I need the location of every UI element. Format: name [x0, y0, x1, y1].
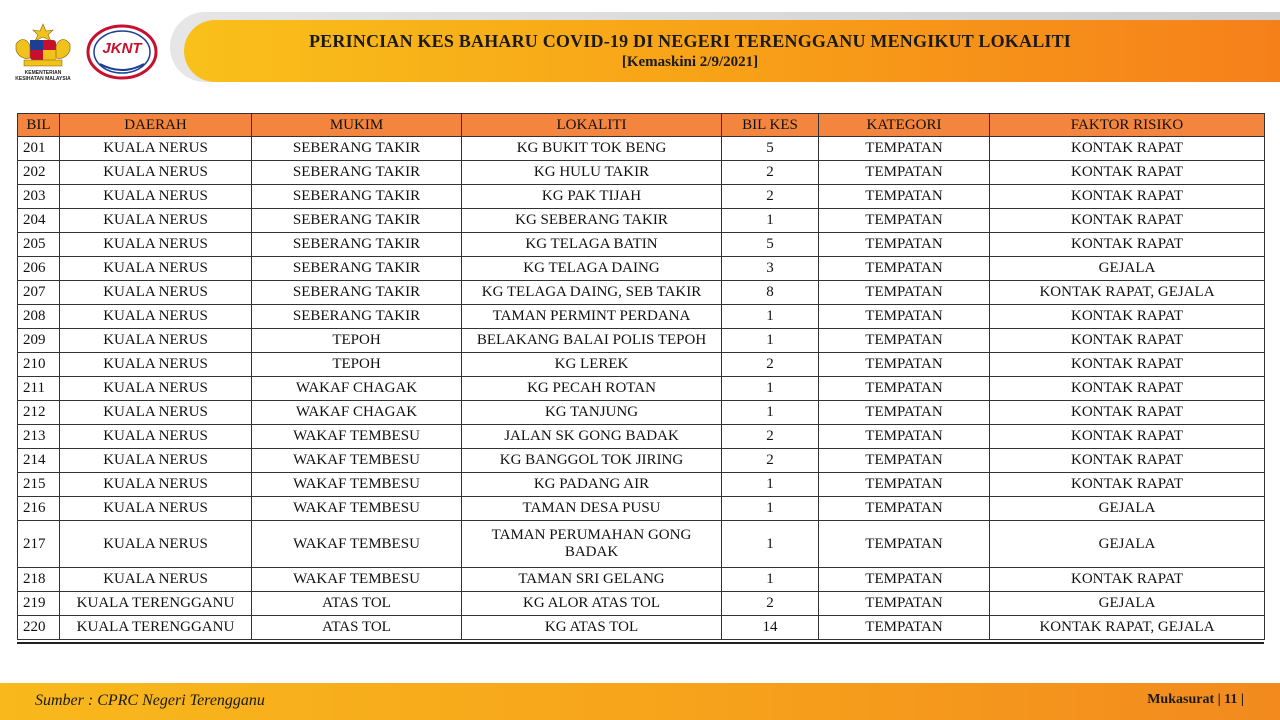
col-lokaliti-cell: KG ATAS TOL [462, 616, 722, 640]
col-daerah-cell: KUALA NERUS [60, 353, 252, 377]
col-mukim-cell: SEBERANG TAKIR [252, 185, 462, 209]
col-faktor-risiko-cell: KONTAK RAPAT [990, 305, 1265, 329]
source-note: Sumber : CPRC Negeri Terengganu [35, 692, 265, 709]
moh-logo [12, 22, 74, 84]
col-bil-kes-cell: 1 [722, 473, 819, 497]
table-row [18, 209, 1265, 233]
col-mukim-cell: WAKAF TEMBESU [252, 425, 462, 449]
coat-of-arms-icon [12, 22, 74, 70]
col-kategori-cell: TEMPATAN [819, 209, 990, 233]
col-daerah-cell: KUALA NERUS [60, 161, 252, 185]
table-row [18, 185, 1265, 209]
col-bil-kes-cell: 5 [722, 233, 819, 257]
col-faktor-risiko-cell: KONTAK RAPAT [990, 329, 1265, 353]
moh-logo-caption: KEMENTERIAN KESIHATAN MALAYSIA [15, 70, 71, 82]
col-faktor-risiko-cell: KONTAK RAPAT [990, 161, 1265, 185]
col-lokaliti-cell: JALAN SK GONG BADAK [462, 425, 722, 449]
table-row [18, 497, 1265, 521]
col-faktor-risiko-cell: KONTAK RAPAT [990, 233, 1265, 257]
col-kategori-cell: TEMPATAN [819, 185, 990, 209]
col-daerah-cell: KUALA NERUS [60, 568, 252, 592]
col-bil-kes-cell: 2 [722, 592, 819, 616]
col-kategori-cell: TEMPATAN [819, 281, 990, 305]
col-bil-cell: 215 [18, 473, 60, 497]
col-kategori-cell: TEMPATAN [819, 401, 990, 425]
col-bil-cell: 203 [18, 185, 60, 209]
col-bil-kes-cell: 1 [722, 329, 819, 353]
col-bil-cell: 210 [18, 353, 60, 377]
col-mukim-cell: ATAS TOL [252, 592, 462, 616]
col-bil-cell: 206 [18, 257, 60, 281]
col-faktor-risiko-cell: KONTAK RAPAT [990, 353, 1265, 377]
col-mukim-cell: SEBERANG TAKIR [252, 305, 462, 329]
col-kategori-cell: TEMPATAN [819, 353, 990, 377]
col-daerah-cell: KUALA NERUS [60, 137, 252, 161]
col-lokaliti-cell: TAMAN DESA PUSU [462, 497, 722, 521]
col-mukim-cell: WAKAF TEMBESU [252, 473, 462, 497]
col-lokaliti-cell: KG BUKIT TOK BENG [462, 137, 722, 161]
col-daerah-cell: KUALA NERUS [60, 497, 252, 521]
col-mukim-cell: TEPOH [252, 353, 462, 377]
col-kategori-cell: TEMPATAN [819, 473, 990, 497]
table-row [18, 329, 1265, 353]
col-lokaliti-header: LOKALITI [462, 114, 722, 137]
col-bil-cell: 211 [18, 377, 60, 401]
col-mukim-cell: SEBERANG TAKIR [252, 209, 462, 233]
col-lokaliti-cell: KG TELAGA DAING [462, 257, 722, 281]
col-mukim-cell: ATAS TOL [252, 616, 462, 640]
col-daerah-cell: KUALA NERUS [60, 185, 252, 209]
col-daerah-cell: KUALA NERUS [60, 281, 252, 305]
col-lokaliti-cell: KG SEBERANG TAKIR [462, 209, 722, 233]
col-kategori-cell: TEMPATAN [819, 329, 990, 353]
col-mukim-cell: TEPOH [252, 329, 462, 353]
col-bil-cell: 202 [18, 161, 60, 185]
col-faktor-risiko-cell: KONTAK RAPAT [990, 377, 1265, 401]
col-bil-kes-cell: 5 [722, 137, 819, 161]
col-mukim-cell: SEBERANG TAKIR [252, 257, 462, 281]
update-date: [Kemaskini 2/9/2021] [621, 54, 759, 70]
col-daerah-cell: KUALA NERUS [60, 305, 252, 329]
table-row [18, 137, 1265, 161]
col-daerah-cell: KUALA TERENGGANU [60, 616, 252, 640]
col-bil-cell: 204 [18, 209, 60, 233]
col-lokaliti-cell: KG TELAGA DAING, SEB TAKIR [462, 281, 722, 305]
col-faktor-risiko-cell: KONTAK RAPAT [990, 137, 1265, 161]
col-faktor-risiko-cell: KONTAK RAPAT [990, 425, 1265, 449]
col-daerah-cell: KUALA NERUS [60, 521, 252, 568]
col-bil-kes-cell: 1 [722, 305, 819, 329]
col-bil-cell: 205 [18, 233, 60, 257]
table-row [18, 616, 1265, 640]
col-kategori-cell: TEMPATAN [819, 425, 990, 449]
col-kategori-cell: TEMPATAN [819, 568, 990, 592]
table-row [18, 377, 1265, 401]
col-daerah-header: DAERAH [60, 114, 252, 137]
col-mukim-cell: WAKAF TEMBESU [252, 521, 462, 568]
col-faktor-risiko-cell: KONTAK RAPAT [990, 449, 1265, 473]
col-bil-kes-cell: 3 [722, 257, 819, 281]
col-faktor-risiko-cell: GEJALA [990, 497, 1265, 521]
col-lokaliti-cell: KG HULU TAKIR [462, 161, 722, 185]
col-faktor-risiko-cell: KONTAK RAPAT, GEJALA [990, 616, 1265, 640]
col-kategori-cell: TEMPATAN [819, 521, 990, 568]
col-bil-cell: 207 [18, 281, 60, 305]
table-body [18, 137, 1265, 640]
table-row [18, 592, 1265, 616]
col-daerah-cell: KUALA NERUS [60, 233, 252, 257]
col-daerah-cell: KUALA NERUS [60, 257, 252, 281]
col-daerah-cell: KUALA NERUS [60, 449, 252, 473]
col-bil-kes-cell: 2 [722, 161, 819, 185]
col-lokaliti-cell: BELAKANG BALAI POLIS TEPOH [462, 329, 722, 353]
col-mukim-cell: WAKAF CHAGAK [252, 401, 462, 425]
col-bil-kes-cell: 1 [722, 497, 819, 521]
col-lokaliti-cell: KG PECAH ROTAN [462, 377, 722, 401]
col-bil-kes-cell: 8 [722, 281, 819, 305]
cases-table [17, 113, 1265, 640]
col-faktor-risiko-cell: KONTAK RAPAT [990, 185, 1265, 209]
col-mukim-cell: SEBERANG TAKIR [252, 281, 462, 305]
col-faktor-risiko-cell: KONTAK RAPAT [990, 209, 1265, 233]
col-bil-cell: 218 [18, 568, 60, 592]
col-faktor-risiko-cell: KONTAK RAPAT [990, 401, 1265, 425]
title-block [190, 30, 1190, 72]
col-lokaliti-cell: KG LEREK [462, 353, 722, 377]
col-bil-cell: 220 [18, 616, 60, 640]
col-lokaliti-cell: KG TELAGA BATIN [462, 233, 722, 257]
col-mukim-cell: WAKAF TEMBESU [252, 497, 462, 521]
col-bil-kes-cell: 1 [722, 568, 819, 592]
col-daerah-cell: KUALA NERUS [60, 209, 252, 233]
col-lokaliti-cell: KG TANJUNG [462, 401, 722, 425]
col-faktor-risiko-cell: GEJALA [990, 592, 1265, 616]
col-kategori-cell: TEMPATAN [819, 305, 990, 329]
col-bil-kes-cell: 14 [722, 616, 819, 640]
table-row [18, 257, 1265, 281]
col-lokaliti-cell: TAMAN PERMINT PERDANA [462, 305, 722, 329]
col-kategori-cell: TEMPATAN [819, 592, 990, 616]
col-bil-kes-cell: 2 [722, 353, 819, 377]
col-bil-cell: 201 [18, 137, 60, 161]
col-bil-cell: 208 [18, 305, 60, 329]
col-bil-kes-cell: 2 [722, 425, 819, 449]
col-mukim-cell: WAKAF TEMBESU [252, 449, 462, 473]
col-lokaliti-cell: KG ALOR ATAS TOL [462, 592, 722, 616]
col-mukim-cell: SEBERANG TAKIR [252, 233, 462, 257]
col-mukim-cell: WAKAF CHAGAK [252, 377, 462, 401]
col-lokaliti-cell: KG PAK TIJAH [462, 185, 722, 209]
col-faktor-risiko-cell: GEJALA [990, 521, 1265, 568]
jknt-logo-text: JKNT [102, 40, 142, 57]
col-lokaliti-cell: KG PADANG AIR [462, 473, 722, 497]
table-bottom-rule [17, 642, 1264, 644]
col-bil-cell: 214 [18, 449, 60, 473]
col-kategori-cell: TEMPATAN [819, 233, 990, 257]
table-row [18, 281, 1265, 305]
table-row [18, 401, 1265, 425]
col-faktor-risiko-cell: GEJALA [990, 257, 1265, 281]
col-bil-kes-cell: 2 [722, 185, 819, 209]
col-bil-cell: 213 [18, 425, 60, 449]
col-kategori-cell: TEMPATAN [819, 161, 990, 185]
col-kategori-cell: TEMPATAN [819, 449, 990, 473]
col-kategori-cell: TEMPATAN [819, 257, 990, 281]
col-kategori-cell: TEMPATAN [819, 497, 990, 521]
table-row [18, 353, 1265, 377]
col-bil-kes-cell: 1 [722, 377, 819, 401]
col-daerah-cell: KUALA NERUS [60, 329, 252, 353]
col-bil-kes-cell: 2 [722, 449, 819, 473]
table-row [18, 473, 1265, 497]
col-daerah-cell: KUALA TERENGGANU [60, 592, 252, 616]
col-bil-kes-cell: 1 [722, 521, 819, 568]
col-bil-kes-header: BIL KES [722, 114, 819, 137]
col-bil-cell: 209 [18, 329, 60, 353]
col-mukim-cell: SEBERANG TAKIR [252, 137, 462, 161]
table-row [18, 449, 1265, 473]
page-number: Mukasurat | 11 | [1147, 692, 1244, 707]
col-bil-cell: 216 [18, 497, 60, 521]
table-row [18, 161, 1265, 185]
col-kategori-cell: TEMPATAN [819, 377, 990, 401]
col-lokaliti-cell: TAMAN SRI GELANG [462, 568, 722, 592]
table-row [18, 568, 1265, 592]
table-row [18, 305, 1265, 329]
col-bil-cell: 217 [18, 521, 60, 568]
col-kategori-cell: TEMPATAN [819, 137, 990, 161]
col-bil-kes-cell: 1 [722, 401, 819, 425]
col-kategori-header: KATEGORI [819, 114, 990, 137]
col-faktor-risiko-cell: KONTAK RAPAT [990, 568, 1265, 592]
col-faktor-risiko-cell: KONTAK RAPAT [990, 473, 1265, 497]
table-row [18, 233, 1265, 257]
col-daerah-cell: KUALA NERUS [60, 377, 252, 401]
table-header-row [18, 114, 1265, 137]
col-lokaliti-cell: KG BANGGOL TOK JIRING [462, 449, 722, 473]
col-mukim-cell: WAKAF TEMBESU [252, 568, 462, 592]
col-daerah-cell: KUALA NERUS [60, 401, 252, 425]
col-bil-header: BIL [18, 114, 60, 137]
col-kategori-cell: TEMPATAN [819, 616, 990, 640]
col-bil-kes-cell: 1 [722, 209, 819, 233]
col-mukim-cell: SEBERANG TAKIR [252, 161, 462, 185]
col-daerah-cell: KUALA NERUS [60, 425, 252, 449]
col-mukim-header: MUKIM [252, 114, 462, 137]
col-bil-cell: 212 [18, 401, 60, 425]
col-faktor-risiko-header: FAKTOR RISIKO [990, 114, 1265, 137]
table-row [18, 425, 1265, 449]
col-faktor-risiko-cell: KONTAK RAPAT, GEJALA [990, 281, 1265, 305]
col-lokaliti-cell: TAMAN PERUMAHAN GONG BADAK [462, 521, 722, 568]
jknt-logo [86, 24, 158, 80]
page-title: PERINCIAN KES BAHARU COVID-19 DI NEGERI TERENGGANU MENGIKUT LOKALITI [308, 31, 1072, 51]
table-row [18, 521, 1265, 568]
col-bil-cell: 219 [18, 592, 60, 616]
col-daerah-cell: KUALA NERUS [60, 473, 252, 497]
